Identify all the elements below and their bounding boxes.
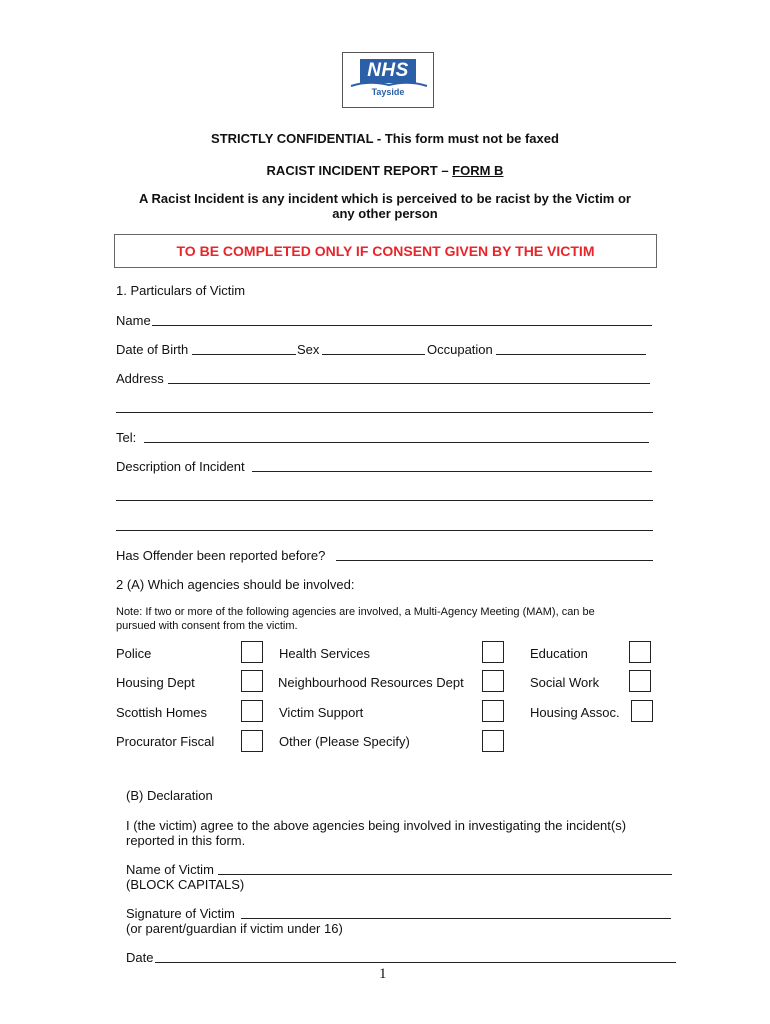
signature-label: Signature of Victim	[126, 906, 235, 921]
occupation-label: Occupation	[427, 342, 493, 357]
tel-field[interactable]	[144, 442, 649, 443]
occupation-field[interactable]	[496, 354, 646, 355]
checkbox-health-services[interactable]	[482, 641, 504, 663]
agency-label-scottish-homes: Scottish Homes	[116, 705, 208, 720]
dob-field[interactable]	[192, 354, 296, 355]
logo-region-text: Tayside	[371, 87, 405, 97]
mam-note-line-2: pursued with consent from the victim.	[116, 620, 298, 632]
signature-field[interactable]	[241, 918, 671, 919]
victim-name-field[interactable]	[218, 874, 672, 875]
address-field-line-2[interactable]	[116, 412, 653, 413]
date-field[interactable]	[155, 962, 676, 963]
address-label: Address	[116, 371, 164, 386]
declaration-heading: (B) Declaration	[126, 788, 213, 803]
victim-name-hint: (BLOCK CAPITALS)	[126, 877, 245, 892]
form-title	[0, 163, 770, 178]
agency-label-education: Education	[530, 646, 588, 661]
checkbox-scottish-homes[interactable]	[241, 700, 263, 722]
agency-label-housing-assoc: Housing Assoc.	[530, 705, 620, 720]
agency-label-neighbourhood-resources: Neighbourhood Resources Dept	[278, 675, 464, 690]
consent-banner-text: TO BE COMPLETED ONLY IF CONSENT GIVEN BY THE VICTIM	[176, 243, 595, 259]
nhs-brand-text: NHS	[367, 60, 409, 81]
agency-label-victim-support: Victim Support	[279, 705, 364, 720]
consent-banner	[114, 234, 657, 268]
description-field-line-2[interactable]	[116, 500, 653, 501]
definition-line-1: A Racist Incident is any incident which is perceived to be racist by the Victim or	[139, 191, 631, 206]
checkbox-housing-assoc[interactable]	[631, 700, 653, 722]
description-field[interactable]	[252, 471, 652, 472]
agency-label-health-services: Health Services	[279, 646, 371, 661]
checkbox-social-work[interactable]	[629, 670, 651, 692]
address-field[interactable]	[168, 383, 650, 384]
checkbox-procurator-fiscal[interactable]	[241, 730, 263, 752]
checkbox-victim-support[interactable]	[482, 700, 504, 722]
victim-name-label: Name of Victim	[126, 862, 214, 877]
agency-label-police: Police	[116, 646, 152, 661]
confidential-notice: STRICTLY CONFIDENTIAL - This form must not be faxed	[211, 131, 559, 146]
section2a-heading: 2 (A) Which agencies should be involved:	[116, 577, 355, 592]
offender-field[interactable]	[336, 560, 653, 561]
mam-note-line-1: Note: If two or more of the following agencies are involved, a Multi-Agency Meeting (MAM), can be	[116, 606, 595, 618]
definition-line-2: any other person	[332, 206, 438, 221]
sex-field[interactable]	[322, 354, 425, 355]
page-number: 1	[379, 966, 387, 982]
agency-label-other: Other (Please Specify)	[279, 734, 410, 749]
form-title-form: FORM B	[452, 163, 504, 178]
checkbox-neighbourhood-resources[interactable]	[482, 670, 504, 692]
description-label: Description of Incident	[116, 459, 245, 474]
tel-label: Tel:	[116, 430, 137, 445]
agency-label-social-work: Social Work	[530, 675, 600, 690]
section1-heading: 1. Particulars of Victim	[116, 283, 246, 298]
date-label: Date	[126, 950, 154, 965]
checkbox-other[interactable]	[482, 730, 504, 752]
agency-label-procurator-fiscal: Procurator Fiscal	[116, 734, 215, 749]
agency-label-housing-dept: Housing Dept	[116, 675, 195, 690]
form-title-prefix: RACIST INCIDENT REPORT –	[266, 163, 453, 178]
dob-label: Date of Birth	[116, 342, 189, 357]
nhs-tayside-logo	[342, 52, 434, 108]
name-label: Name	[116, 313, 151, 328]
checkbox-education[interactable]	[629, 641, 651, 663]
declaration-statement-line-1: I (the victim) agree to the above agencies being involved in investigating the incident(s)	[126, 818, 627, 833]
signature-hint: (or parent/guardian if victim under 16)	[126, 921, 343, 936]
offender-label: Has Offender been reported before?	[116, 548, 326, 563]
name-field[interactable]	[152, 325, 652, 326]
sex-label: Sex	[297, 342, 320, 357]
checkbox-police[interactable]	[241, 641, 263, 663]
description-field-line-3[interactable]	[116, 530, 653, 531]
declaration-statement-line-2: reported in this form.	[126, 833, 246, 848]
checkbox-housing-dept[interactable]	[241, 670, 263, 692]
